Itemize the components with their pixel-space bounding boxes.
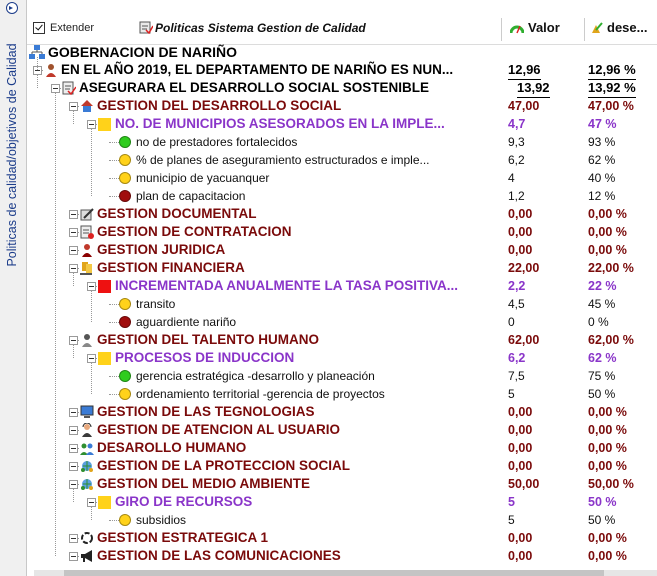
tree-row[interactable] [27, 511, 657, 529]
row-label[interactable]: INCREMENTADA ANUALMENTE LA TASA POSITIVA... [115, 278, 458, 293]
globe-people-icon [80, 477, 94, 491]
row-performance: 0,00 % [588, 441, 627, 455]
collapse-toggle[interactable] [69, 210, 78, 219]
row-value: 0,00 [508, 423, 533, 437]
collapse-toggle[interactable] [69, 462, 78, 471]
row-label[interactable]: GIRO DE RECURSOS [115, 494, 253, 509]
row-value: 5 [508, 495, 515, 509]
collapse-toggle[interactable] [87, 120, 96, 129]
row-label[interactable]: GESTION DEL MEDIO AMBIENTE [97, 476, 311, 491]
row-label[interactable]: DESAROLLO HUMANO [97, 440, 247, 455]
collapse-toggle[interactable] [69, 480, 78, 489]
row-label[interactable]: municipio de yacuanquer [136, 171, 270, 185]
row-performance: 0,00 % [588, 405, 627, 419]
extend-label: Extender [50, 22, 95, 34]
row-value: 2,2 [508, 279, 526, 293]
policy-tree[interactable] [27, 0, 657, 576]
row-value: 47,00 [508, 99, 540, 113]
yellow-ball-icon [119, 388, 131, 400]
tree-row[interactable] [27, 529, 657, 547]
row-performance: 12,96 % [588, 61, 636, 80]
row-value: 13,92 [517, 79, 550, 98]
row-performance: 50,00 % [588, 477, 634, 491]
scrollbar-thumb[interactable] [64, 570, 604, 576]
row-label[interactable]: GESTION DE LAS COMUNICACIONES [97, 548, 341, 563]
row-performance: 47,00 % [588, 99, 634, 113]
horizontal-scrollbar[interactable] [34, 570, 657, 576]
row-label[interactable]: NO. DE MUNICIPIOS ASESORADOS EN LA IMPLE... [115, 116, 445, 131]
row-value: 50,00 [508, 477, 540, 491]
row-performance: 62 % [588, 351, 617, 365]
row-label[interactable]: GESTION DE LA PROTECCION SOCIAL [97, 458, 351, 473]
row-value: 6,2 [508, 153, 525, 167]
row-label[interactable]: gerencia estratégica -desarrollo y planeación [136, 369, 375, 383]
tree-row[interactable] [27, 223, 657, 241]
row-value: 62,00 [508, 333, 540, 347]
tree-row[interactable] [27, 79, 657, 97]
tree-row[interactable] [27, 421, 657, 439]
row-performance: 0,00 % [588, 225, 627, 239]
collapse-panel-icon[interactable] [6, 2, 18, 14]
row-performance: 0,00 % [588, 549, 627, 563]
row-label[interactable]: GESTION JURIDICA [97, 242, 226, 257]
row-performance: 22,00 % [588, 261, 634, 275]
row-label[interactable]: PROCESOS DE INDUCCION [115, 350, 295, 365]
tree-row[interactable] [27, 403, 657, 421]
side-panel-title: Politicas de calidad/objetivos de Calidad [5, 43, 19, 267]
row-label[interactable]: transito [136, 297, 176, 311]
row-performance: 13,92 % [588, 79, 636, 98]
collapse-toggle[interactable] [69, 336, 78, 345]
row-performance: 62 % [588, 153, 616, 167]
row-value: 0,00 [508, 405, 533, 419]
row-value: 0,00 [508, 225, 533, 239]
cycle-icon [80, 531, 94, 545]
tree-row[interactable] [27, 205, 657, 223]
darkred-ball-icon [119, 316, 131, 328]
row-value: 0,00 [508, 243, 533, 257]
extend-checkbox[interactable] [33, 22, 45, 34]
tree-row[interactable] [27, 277, 657, 295]
row-label[interactable]: GESTION DE ATENCION AL USUARIO [97, 422, 341, 437]
row-performance: 12 % [588, 189, 616, 203]
tree-row[interactable] [27, 547, 657, 565]
document-check-icon [62, 81, 76, 95]
tree-row[interactable] [27, 349, 657, 367]
people-icon [80, 333, 94, 347]
row-value: 4,7 [508, 117, 526, 131]
collapse-toggle[interactable] [69, 102, 78, 111]
row-label[interactable]: ASEGURARA EL DESARROLLO SOCIAL SOSTENIBLE [79, 80, 430, 95]
row-performance: 22 % [588, 279, 617, 293]
row-value: 0 [508, 315, 515, 329]
side-panel [0, 0, 27, 576]
collapse-toggle[interactable] [69, 246, 78, 255]
row-performance: 0,00 % [588, 207, 627, 221]
row-value: 12,96 [508, 61, 541, 80]
yellow-square-icon [98, 352, 111, 365]
yellow-ball-icon [119, 514, 131, 526]
row-performance: 40 % [588, 171, 616, 185]
row-label[interactable]: GESTION DEL TALENTO HUMANO [97, 332, 320, 347]
collapse-toggle[interactable] [69, 408, 78, 417]
row-performance: 50 % [588, 495, 617, 509]
row-performance: 0,00 % [588, 459, 627, 473]
collapse-toggle[interactable] [87, 498, 96, 507]
red-square-icon [98, 280, 111, 293]
collapse-toggle[interactable] [69, 444, 78, 453]
row-value: 5 [508, 387, 515, 401]
tree-row[interactable] [27, 367, 657, 385]
row-value: 6,2 [508, 351, 526, 365]
row-label[interactable]: GESTION DEL DESARROLLO SOCIAL [97, 98, 342, 113]
collapse-toggle[interactable] [87, 354, 96, 363]
computer-icon [80, 405, 94, 419]
row-performance: 0,00 % [588, 531, 627, 545]
row-label[interactable]: no de prestadores fortalecidos [136, 135, 298, 149]
money-hand-icon [80, 261, 94, 275]
tree-row[interactable] [27, 151, 657, 169]
tree-row[interactable] [27, 385, 657, 403]
row-label[interactable]: ordenamiento territorial -gerencia de proyectos [136, 387, 385, 401]
column-header-performance[interactable]: dese... [607, 20, 648, 35]
tree-row[interactable] [27, 241, 657, 259]
row-label[interactable]: plan de capacitacion [136, 189, 246, 203]
column-header-value[interactable]: Valor [528, 20, 560, 35]
tree-row[interactable] [27, 43, 657, 61]
globe-people-icon [80, 459, 94, 473]
judge-icon [80, 243, 94, 257]
gauge-icon [510, 22, 524, 34]
row-performance: 0,00 % [588, 423, 627, 437]
user-support-icon [80, 423, 94, 437]
yellow-square-icon [98, 118, 111, 131]
megaphone-icon [80, 549, 94, 563]
tree-row[interactable] [27, 313, 657, 331]
tree-row[interactable] [27, 133, 657, 151]
row-performance: 62,00 % [588, 333, 634, 347]
tree-row[interactable] [27, 259, 657, 277]
row-performance: 50 % [588, 387, 616, 401]
row-value: 0,00 [508, 531, 533, 545]
row-value: 1,2 [508, 189, 525, 203]
tree-row[interactable] [27, 457, 657, 475]
row-label[interactable]: aguardiente nariño [136, 315, 237, 329]
user-group-icon [80, 441, 94, 455]
row-label[interactable]: GESTION DE CONTRATACION [97, 224, 292, 239]
tree-row[interactable] [27, 169, 657, 187]
row-performance: 50 % [588, 513, 616, 527]
tree-row[interactable] [27, 295, 657, 313]
row-label[interactable]: EN EL AÑO 2019, EL DEPARTAMENTO DE NARIÑO ES NUN... [61, 62, 454, 77]
row-label[interactable]: GESTION ESTRATEGICA 1 [97, 530, 269, 545]
policy-header-icon [139, 20, 153, 34]
tree-row[interactable] [27, 439, 657, 457]
collapse-toggle[interactable] [87, 282, 96, 291]
row-performance: 0,00 % [588, 243, 627, 257]
collapse-toggle[interactable] [51, 84, 60, 93]
tree-row[interactable] [27, 331, 657, 349]
collapse-toggle[interactable] [69, 534, 78, 543]
row-performance: 93 % [588, 135, 616, 149]
row-label[interactable]: GESTION DE LAS TEGNOLOGIAS [97, 404, 315, 419]
person-icon [44, 63, 58, 77]
row-value: 4,5 [508, 297, 525, 311]
row-value: 0,00 [508, 549, 533, 563]
row-label[interactable]: GESTION DOCUMENTAL [97, 206, 257, 221]
row-performance: 0 % [588, 315, 609, 329]
collapse-toggle[interactable] [69, 228, 78, 237]
green-ball-icon [119, 136, 131, 148]
row-value: 0,00 [508, 441, 533, 455]
row-performance: 75 % [588, 369, 616, 383]
network-icon [29, 44, 43, 58]
header-title: Politicas Sistema Gestion de Calidad [155, 21, 366, 35]
row-label[interactable]: subsidios [136, 513, 187, 527]
yellow-ball-icon [119, 172, 131, 184]
tree-row[interactable] [27, 115, 657, 133]
row-label[interactable]: GOBERNACION DE NARIÑO [48, 44, 238, 60]
row-value: 4 [508, 171, 515, 185]
tree-row[interactable] [27, 187, 657, 205]
row-label[interactable]: GESTION FINANCIERA [97, 260, 245, 275]
row-value: 0,00 [508, 459, 533, 473]
yellow-ball-icon [119, 154, 131, 166]
collapse-toggle[interactable] [69, 426, 78, 435]
performance-icon [590, 21, 604, 35]
tree-row[interactable] [27, 61, 657, 79]
row-label[interactable]: % de planes de aseguramiento estructurados e imple... [136, 153, 430, 167]
collapse-toggle[interactable] [69, 552, 78, 561]
darkred-ball-icon [119, 190, 131, 202]
tree-row[interactable] [27, 97, 657, 115]
yellow-square-icon [98, 496, 111, 509]
row-value: 7,5 [508, 369, 525, 383]
collapse-toggle[interactable] [69, 264, 78, 273]
row-performance: 45 % [588, 297, 616, 311]
row-value: 0,00 [508, 207, 533, 221]
row-value: 9,3 [508, 135, 525, 149]
green-ball-icon [119, 370, 131, 382]
row-value: 22,00 [508, 261, 540, 275]
row-performance: 47 % [588, 117, 617, 131]
contract-icon [80, 225, 94, 239]
tree-row[interactable] [27, 475, 657, 493]
row-value: 5 [508, 513, 515, 527]
house-icon [80, 99, 94, 113]
pen-icon [80, 207, 94, 221]
tree-row[interactable] [27, 493, 657, 511]
yellow-ball-icon [119, 298, 131, 310]
